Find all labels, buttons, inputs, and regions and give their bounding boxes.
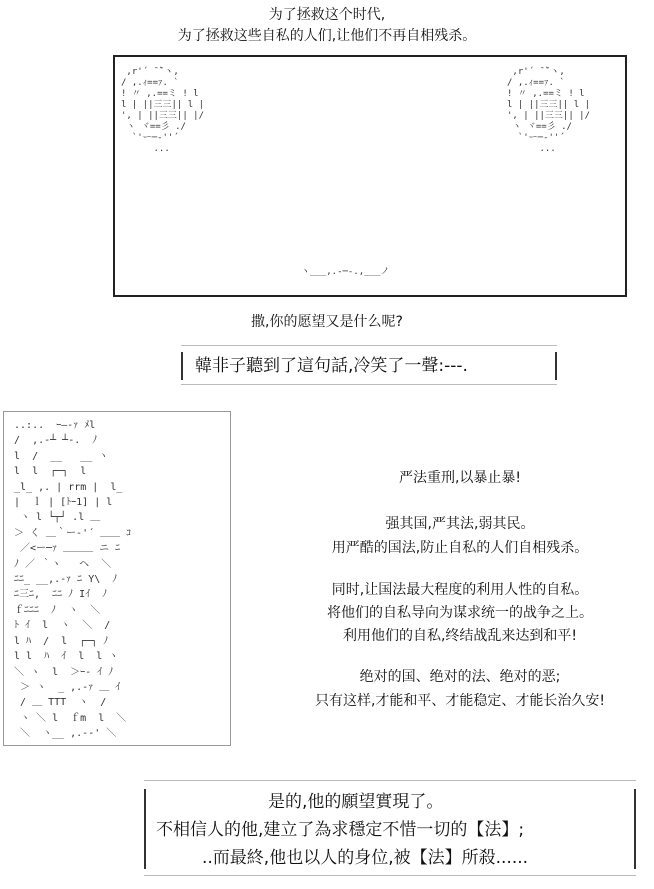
quote-2-line-3: ..而最終,他也以人的身位,被【法】所殺......: [202, 848, 529, 868]
figure-panel: [3, 411, 231, 746]
intro-line-1: 为了拯救这个时代,: [268, 7, 386, 23]
figure-art: ..:.. ｰ―-ｧ ﾒl / ,.-┴ ┴-. ﾉ l / __ __ ヽ l l ┌─┐ l _l_ ,. | rrm | l_ | ｌ | [ﾄｰ1] | l ヽ l └┬┘ .l ＿ ＞ く ＿｀ー‐'´ ＿＿ ｺ ／<ー─ｧ ＿＿＿ ニ ﾆ ﾉ ／ ｀ヽ ヘ ＼ ﾆﾆ_ __,.-ｧ ﾆ Y\ ﾉ ﾆ三ﾆ, ﾆﾆ ﾉ Iｲ ﾉ ｆﾆﾆﾆ ﾉ ヽ ＼ ﾄ ｲ l ヽ ＼ / l ﾊ / l ┌─┐ ﾉ l l ﾊ ｲ l l ヽ ＼ ヽ l ＞ｰ‐ ｲ ﾉ ＞ ヽ _ ,.-ｧ ＿ ｲ / ＿ TTT ヽ / ヽ ＼ l ｆm l ＼ ＼ ヽ__ ,.-‐' ＼: [14, 420, 132, 740]
quote-box-1: [181, 345, 557, 385]
speech-line-6: 利用他们的自私,终结战乱来达到和平!: [342, 628, 578, 644]
intro-line-2: 为了拯救这些自私的人们,让他们不再自相残杀。: [177, 28, 477, 44]
quote-2-line-1: 是的,他的願望實現了。: [268, 792, 444, 812]
speech-line-1: 严法重刑,以暴止暴!: [398, 470, 522, 486]
right-eye-art: ,r'´ ̄ ̄`ヽ, / ,.ｨ==ｧ. ` ! 〃 ,.==ミ ! l l | ||三三|| l | ', | ||三三|| |/ ヽ ヾ==彡 ./ `'ー─‐''´ ...: [507, 67, 591, 154]
left-eye-art: ,r'´ ̄ ̄`ヽ, / ,.ｨ==ｧ. ` ! 〃 ,.==ミ ! l l | ||三三|| l | ', | ||三三|| |/ ヽ ヾ==彡 ./ `'ー─‐''´ ...: [121, 67, 205, 154]
speech-line-8: 只有这样,才能和平、才能稳定、才能长治久安!: [314, 693, 606, 709]
quote-box-1-right-bar: [555, 352, 557, 380]
mouth-art: ヽ___,.-─-.,___ノ: [301, 267, 390, 277]
face-panel: [113, 55, 627, 297]
speech-line-7: 绝对的国、绝对的法、绝对的恶;: [359, 669, 561, 685]
quote-1-text: 韓非子聽到了這句話,冷笑了一聲:---.: [195, 356, 468, 376]
question-line: 撒,你的愿望又是什么呢?: [251, 314, 403, 330]
quote-box-1-left-bar: [181, 352, 183, 380]
quote-2-line-2: 不相信人的他,建立了為求穩定不惜一切的【法】;: [156, 820, 525, 840]
quote-box-2-left-bar: [144, 789, 146, 869]
quote-box-2-right-bar: [634, 789, 636, 869]
speech-line-4: 同时,让国法最大程度的利用人性的自私。: [331, 582, 589, 598]
speech-line-2: 强其国,严其法,弱其民。: [385, 516, 535, 532]
speech-line-5: 将他们的自私导向为谋求统一的战争之上。: [327, 605, 593, 621]
quote-box-2: [144, 780, 636, 876]
speech-line-3: 用严酷的国法,防止自私的人们自相残杀。: [331, 540, 589, 556]
